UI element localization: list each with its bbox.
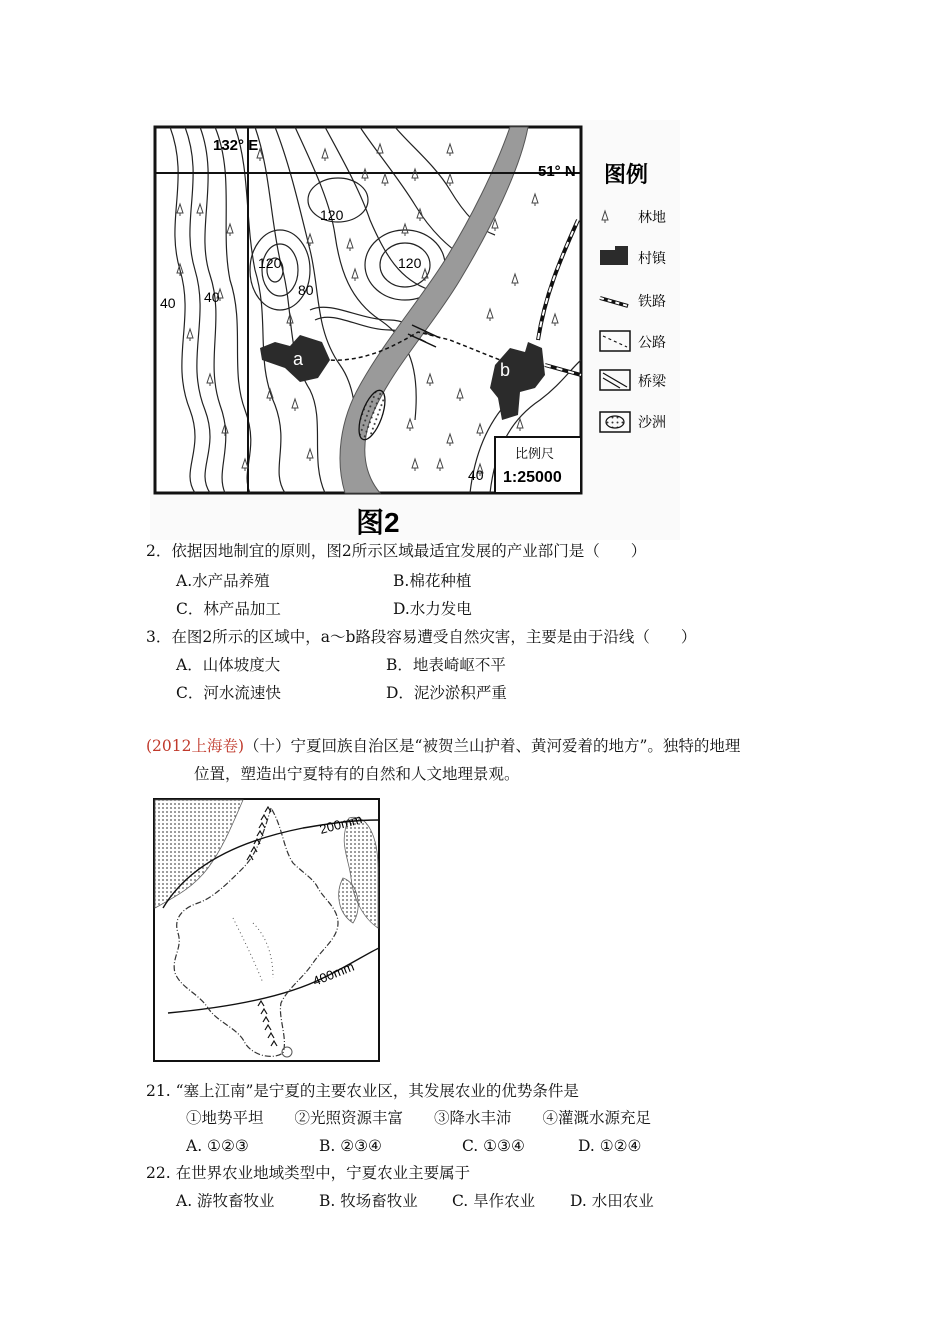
- question-3-stem: 3．在图2所示的区域中，a～b路段容易遭受自然灾害，主要是由于沿线（ ）: [146, 628, 697, 646]
- contour-label-1: 120: [320, 207, 344, 223]
- latitude-label: 51° N: [538, 163, 576, 180]
- ningxia-map: [153, 798, 381, 1063]
- point-a-label: a: [293, 349, 304, 369]
- intro-text-1: （十）宁夏回族自治区是“被贺兰山护着、黄河爱着的地方”。独特的地理: [244, 737, 741, 755]
- contour-label-3: 120: [398, 255, 422, 271]
- question-3-option-b: B．地表崎岖不平: [386, 656, 506, 674]
- contour-label-5: 40: [160, 295, 176, 311]
- question-22-option-a: A. 游牧畜牧业: [176, 1192, 275, 1210]
- question-22-option-c: C. 旱作农业: [452, 1192, 536, 1210]
- question-3-option-a: A．山体坡度大: [176, 656, 281, 674]
- question-21-option-a: A. ①②③: [186, 1137, 249, 1155]
- source-tag: (2012上海卷): [146, 737, 245, 755]
- contour-label-4: 80: [298, 282, 314, 298]
- longitude-label: 132° E: [213, 137, 259, 154]
- point-b-label: b: [500, 360, 511, 380]
- question-21-conditions: ①地势平坦 ②光照资源丰富 ③降水丰沛 ④灌溉水源充足: [186, 1109, 652, 1127]
- figure-caption: 图2: [356, 507, 400, 538]
- legend-town: 村镇: [638, 250, 666, 266]
- scale-title: 比例尺: [515, 446, 555, 461]
- question-3-option-d: D．泥沙淤积严重: [386, 684, 507, 702]
- isohyet-200-label: 200mm: [317, 811, 364, 837]
- intro-line-2: 位置，塑造出宁夏特有的自然和人文地理景观。: [194, 765, 520, 783]
- figure-2-topographic-map: [150, 120, 680, 540]
- question-2-stem: 2．依据因地制宜的原则，图2所示区域最适宜发展的产业部门是（ ）: [146, 542, 647, 560]
- question-22-option-b: B. 牧场畜牧业: [319, 1192, 418, 1210]
- contour-label-6: 40: [204, 289, 220, 305]
- legend-forest: 林地: [638, 209, 666, 225]
- question-2-option-d: D.水力发电: [393, 600, 472, 618]
- legend-railway: 铁路: [638, 293, 666, 309]
- contour-label-2: 120: [258, 255, 282, 271]
- intro-line-1: [146, 736, 740, 756]
- question-2-option-a: A.水产品养殖: [176, 572, 270, 590]
- legend-road: 公路: [638, 334, 666, 350]
- question-2-option-c: C．林产品加工: [176, 600, 281, 618]
- legend-bridge: 桥梁: [638, 373, 666, 389]
- legend-sandbar: 沙洲: [638, 414, 666, 430]
- contour-label-7: 40: [468, 467, 484, 483]
- question-21-option-d: D. ①②④: [578, 1137, 642, 1155]
- question-22-option-d: D. 水田农业: [570, 1192, 654, 1210]
- question-21-option-b: B. ②③④: [319, 1137, 382, 1155]
- question-21-stem: 21. “塞上江南”是宁夏的主要农业区，其发展农业的优势条件是: [146, 1082, 579, 1100]
- question-21-option-c: C. ①③④: [462, 1137, 525, 1155]
- isohyet-400-label: 400mm: [310, 958, 357, 989]
- question-2-option-b: B.棉花种植: [393, 572, 472, 590]
- question-3-option-c: C．河水流速快: [176, 684, 281, 702]
- question-22-stem: 22. 在世界农业地域类型中，宁夏农业主要属于: [146, 1164, 471, 1182]
- legend-title: 图例: [604, 162, 649, 187]
- scale-value: 1:25000: [503, 469, 562, 486]
